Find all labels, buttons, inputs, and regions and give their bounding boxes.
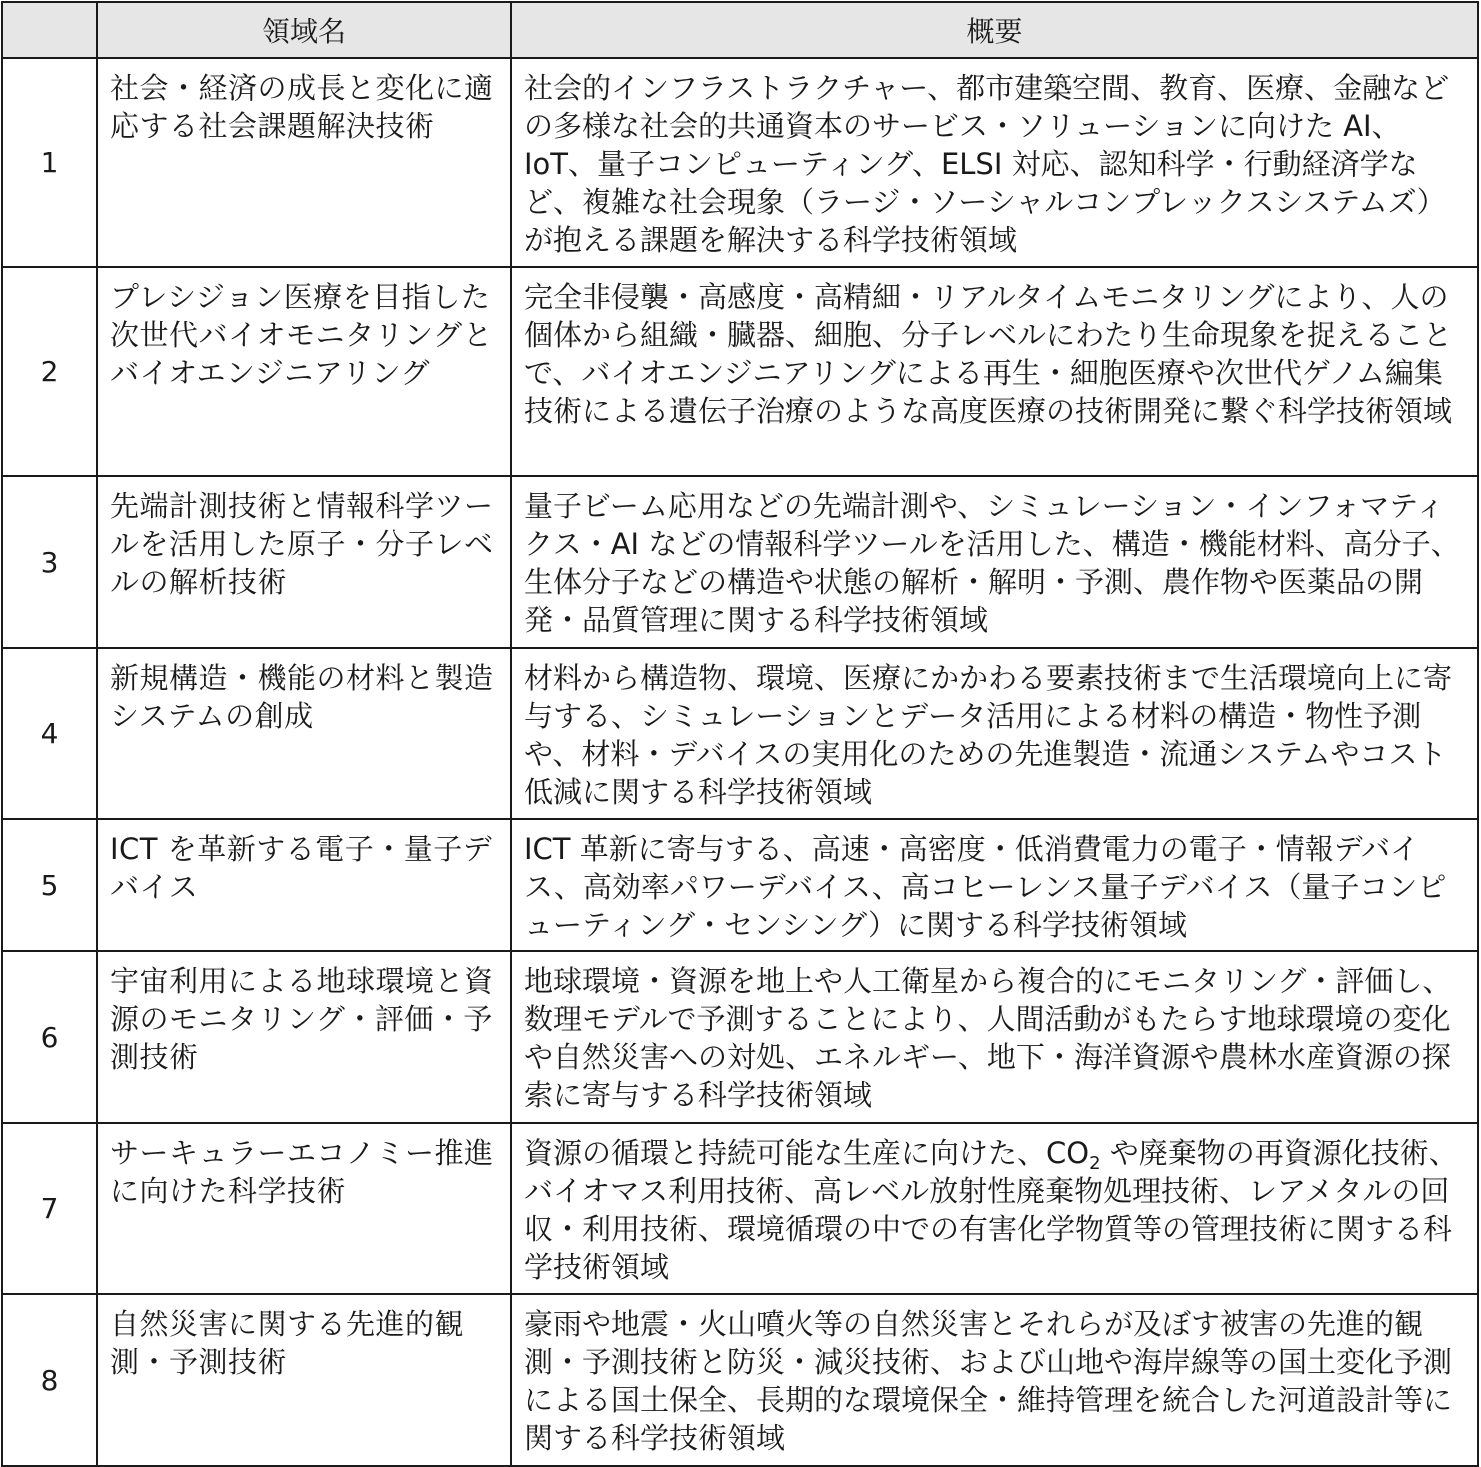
area-summary: 量子ビーム応用などの先端計測や、シミュレーション・インフォマティクス・AI などの情報科学ツールを活用した、構造・機能材料、高分子、生体分子などの構造や状態の解析・解明・予測、農作物や医薬品の開発・品質管理に関する科学技術領域 (511, 476, 1478, 648)
area-name: 社会・経済の成長と変化に適応する社会課題解決技術 (97, 58, 511, 267)
row-number: 4 (2, 648, 97, 819)
row-number: 1 (2, 58, 97, 267)
co2-subscript: 2 (1089, 1153, 1101, 1174)
area-summary: 完全非侵襲・高感度・高精細・リアルタイムモニタリングにより、人の個体から組織・臓器、細胞、分子レベルにわたり生命現象を捉えることで、バイオエンジニアリングによる再生・細胞医療や次世代ゲノム編集技術による遺伝子治療のような高度医療の技術開発に繋ぐ科学技術領域 (511, 267, 1478, 476)
table-row (2, 1294, 1478, 1466)
area-name: 新規構造・機能の材料と製造システムの創成 (97, 648, 511, 819)
table-row (2, 58, 1478, 267)
area-summary: 地球環境・資源を地上や人工衛星から複合的にモニタリング・評価し、数理モデルで予測することにより、人間活動がもたらす地球環境の変化や自然災害への対処、エネルギー、地下・海洋資源や農林水産資源の探索に寄与する科学技術領域 (511, 951, 1478, 1123)
area-summary: 材料から構造物、環境、医療にかかわる要素技術まで生活環境向上に寄与する、シミュレーションとデータ活用による材料の構造・物性予測や、材料・デバイスの実用化のための先進製造・流通システムやコスト低減に関する科学技術領域 (511, 648, 1478, 819)
row-number: 5 (2, 819, 97, 951)
row-number: 7 (2, 1123, 97, 1294)
area-name: 先端計測技術と情報科学ツールを活用した原子・分子レベルの解析技術 (97, 476, 511, 648)
table-row (2, 267, 1478, 476)
area-name: プレシジョン医療を目指した次世代バイオモニタリングとバイオエンジニアリング (97, 267, 511, 476)
area-summary: 社会的インフラストラクチャー、都市建築空間、教育、医療、金融などの多様な社会的共通資本のサービス・ソリューションに向けた AI、IoT、量子コンピューティング、ELSI 対応、認知科学・行動経済学など、複雑な社会現象（ラージ・ソーシャルコンプレックスシステムズ）が抱える課題を解決する科学技術領域 (511, 58, 1478, 267)
summary-text-after-subscript: や廃棄物の再資源化技術、バイオマス利用技術、高レベル放射性廃棄物処理技術、レアメタルの回収・利用技術、環境循環の中での有害化学物質等の管理技術に関する科学技術領域 (524, 1136, 1458, 1284)
row-number: 2 (2, 267, 97, 476)
table-row (2, 648, 1478, 819)
table-header-row (2, 2, 1478, 58)
area-summary: ICT 革新に寄与する、高速・高密度・低消費電力の電子・情報デバイス、高効率パワーデバイス、高コヒーレンス量子デバイス（量子コンピューティング・センシング）に関する科学技術領域 (511, 819, 1478, 951)
area-name: 宇宙利用による地球環境と資源のモニタリング・評価・予測技術 (97, 951, 511, 1123)
research-areas-table (1, 1, 1479, 1467)
header-number (2, 2, 97, 58)
area-name: ICT を革新する電子・量子デバイス (97, 819, 511, 951)
header-area-name: 領域名 (97, 2, 511, 58)
area-name: サーキュラーエコノミー推進に向けた科学技術 (97, 1123, 511, 1294)
table-row (2, 951, 1478, 1123)
row-number: 8 (2, 1294, 97, 1466)
header-summary: 概要 (511, 2, 1478, 58)
table-row (2, 476, 1478, 648)
area-summary: 豪雨や地震・火山噴火等の自然災害とそれらが及ぼす被害の先進的観測・予測技術と防災・減災技術、および山地や海岸線等の国土変化予測による国土保全、長期的な環境保全・維持管理を統合した河道設計等に関する科学技術領域 (511, 1294, 1478, 1466)
row-number: 3 (2, 476, 97, 648)
area-summary (511, 1123, 1478, 1294)
area-name: 自然災害に関する先進的観測・予測技術 (97, 1294, 511, 1466)
table-row (2, 819, 1478, 951)
row-number: 6 (2, 951, 97, 1123)
summary-text-before-subscript: 資源の循環と持続可能な生産に向けた、CO (524, 1136, 1090, 1170)
table-row (2, 1123, 1478, 1294)
